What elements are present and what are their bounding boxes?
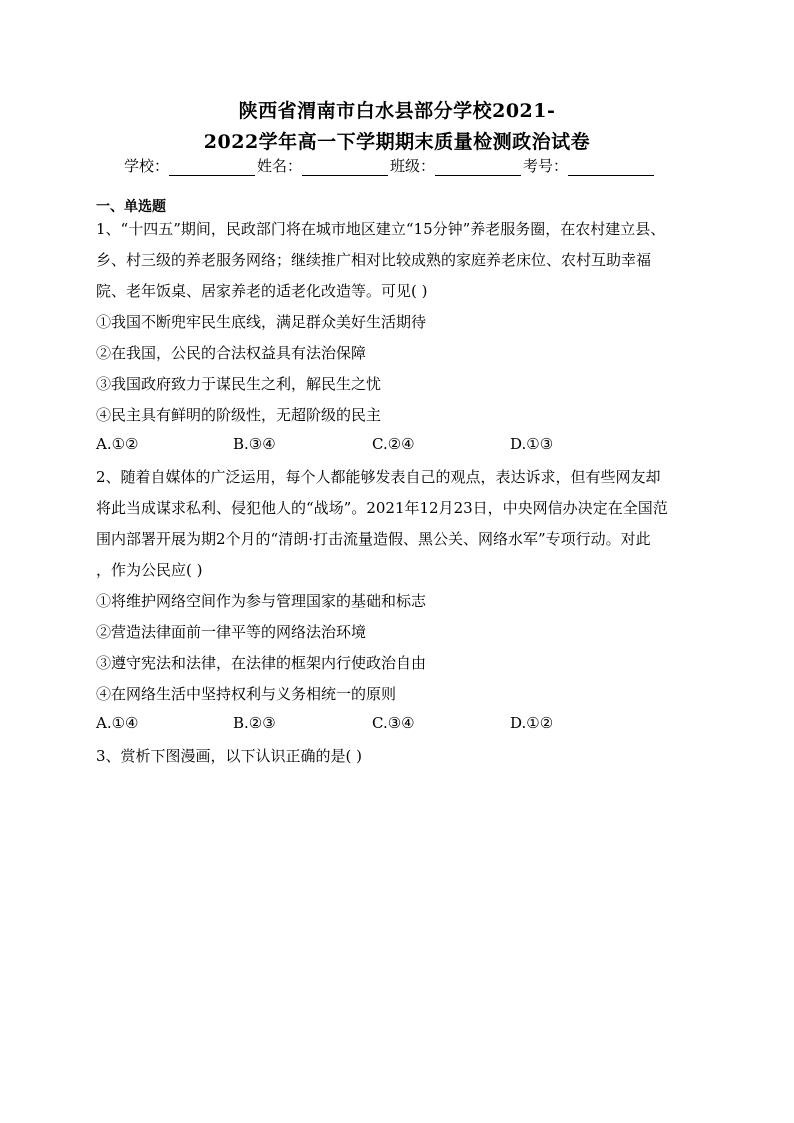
name-blank[interactable] [302, 161, 388, 176]
q1-option-a[interactable]: A.①② [96, 435, 139, 453]
q1-statement: ③我国政府致力于谋民生之利，解民生之忧 [96, 375, 382, 393]
q1-option-b[interactable]: B.③④ [233, 435, 276, 453]
q1-stem-line: 乡、村三级的养老服务网络；继续推广相对比较成熟的家庭养老床位、农村互助幸福 [96, 251, 652, 269]
q2-option-b[interactable]: B.②③ [233, 714, 276, 732]
q2-statement: ①将维护网络空间作为参与管理国家的基础和标志 [96, 592, 427, 610]
class-blank[interactable] [435, 161, 521, 176]
q2-stem-line: 将此当成谋求私利、侵犯他人的“战场”。2021年12月23日，中央网信办决定在全国范 [96, 499, 668, 517]
q1-option-d[interactable]: D.①③ [510, 435, 554, 453]
q2-stem-line: 2、随着自媒体的广泛运用，每个人都能够发表自己的观点，表达诉求，但有些网友却 [96, 468, 661, 486]
q1-statement: ①我国不断兜牢民生底线，满足群众美好生活期待 [96, 313, 427, 331]
q2-statement: ④在网络生活中坚持权利与义务相统一的原则 [96, 685, 397, 703]
class-field [390, 155, 523, 176]
q1-statement: ④民主具有鲜明的阶级性，无超阶级的民主 [96, 406, 382, 424]
class-label: 班级： [390, 157, 436, 175]
q3-stem-line: 3、赏析下图漫画，以下认识正确的是( ) [96, 747, 363, 765]
exam-number-label: 考号： [523, 157, 569, 175]
q2-statement: ②营造法律面前一律平等的网络法治环境 [96, 623, 367, 641]
exam-number-blank[interactable] [568, 161, 654, 176]
q2-statement: ③遵守宪法和法律，在法律的框架内行使政治自由 [96, 654, 427, 672]
q2-option-c[interactable]: C.③④ [372, 714, 415, 732]
student-info-row [124, 155, 656, 176]
q2-option-a[interactable]: A.①④ [96, 714, 139, 732]
q2-stem-line: 围内部署开展为期2个月的“清朗·打击流量造假、黑公关、网络水军”专项行动。对此 [96, 530, 651, 548]
name-label: 姓名： [257, 157, 303, 175]
q2-option-d[interactable]: D.①② [510, 714, 554, 732]
q2-stem-line: ，作为公民应( ) [96, 561, 203, 579]
exam-number-field [523, 155, 656, 176]
q1-stem-line: 1、“十四五”期间，民政部门将在城市地区建立“15分钟”养老服务圈，在农村建立县、 [96, 220, 666, 238]
q1-stem-line: 院、老年饭桌、居家养老的适老化改造等。可见( ) [96, 282, 428, 300]
q1-statement: ②在我国，公民的合法权益具有法治保障 [96, 344, 367, 362]
exam-title-line-2: 2022学年高一下学期期末质量检测政治试卷 [203, 131, 591, 153]
q1-option-c[interactable]: C.②④ [372, 435, 415, 453]
name-field [257, 155, 390, 176]
school-label: 学校： [124, 157, 170, 175]
school-blank[interactable] [169, 161, 255, 176]
exam-title-line-1: 陕西省渭南市白水县部分学校2021- [238, 100, 556, 122]
section-heading: 一、单选题 [96, 199, 166, 215]
school-field [124, 155, 257, 176]
